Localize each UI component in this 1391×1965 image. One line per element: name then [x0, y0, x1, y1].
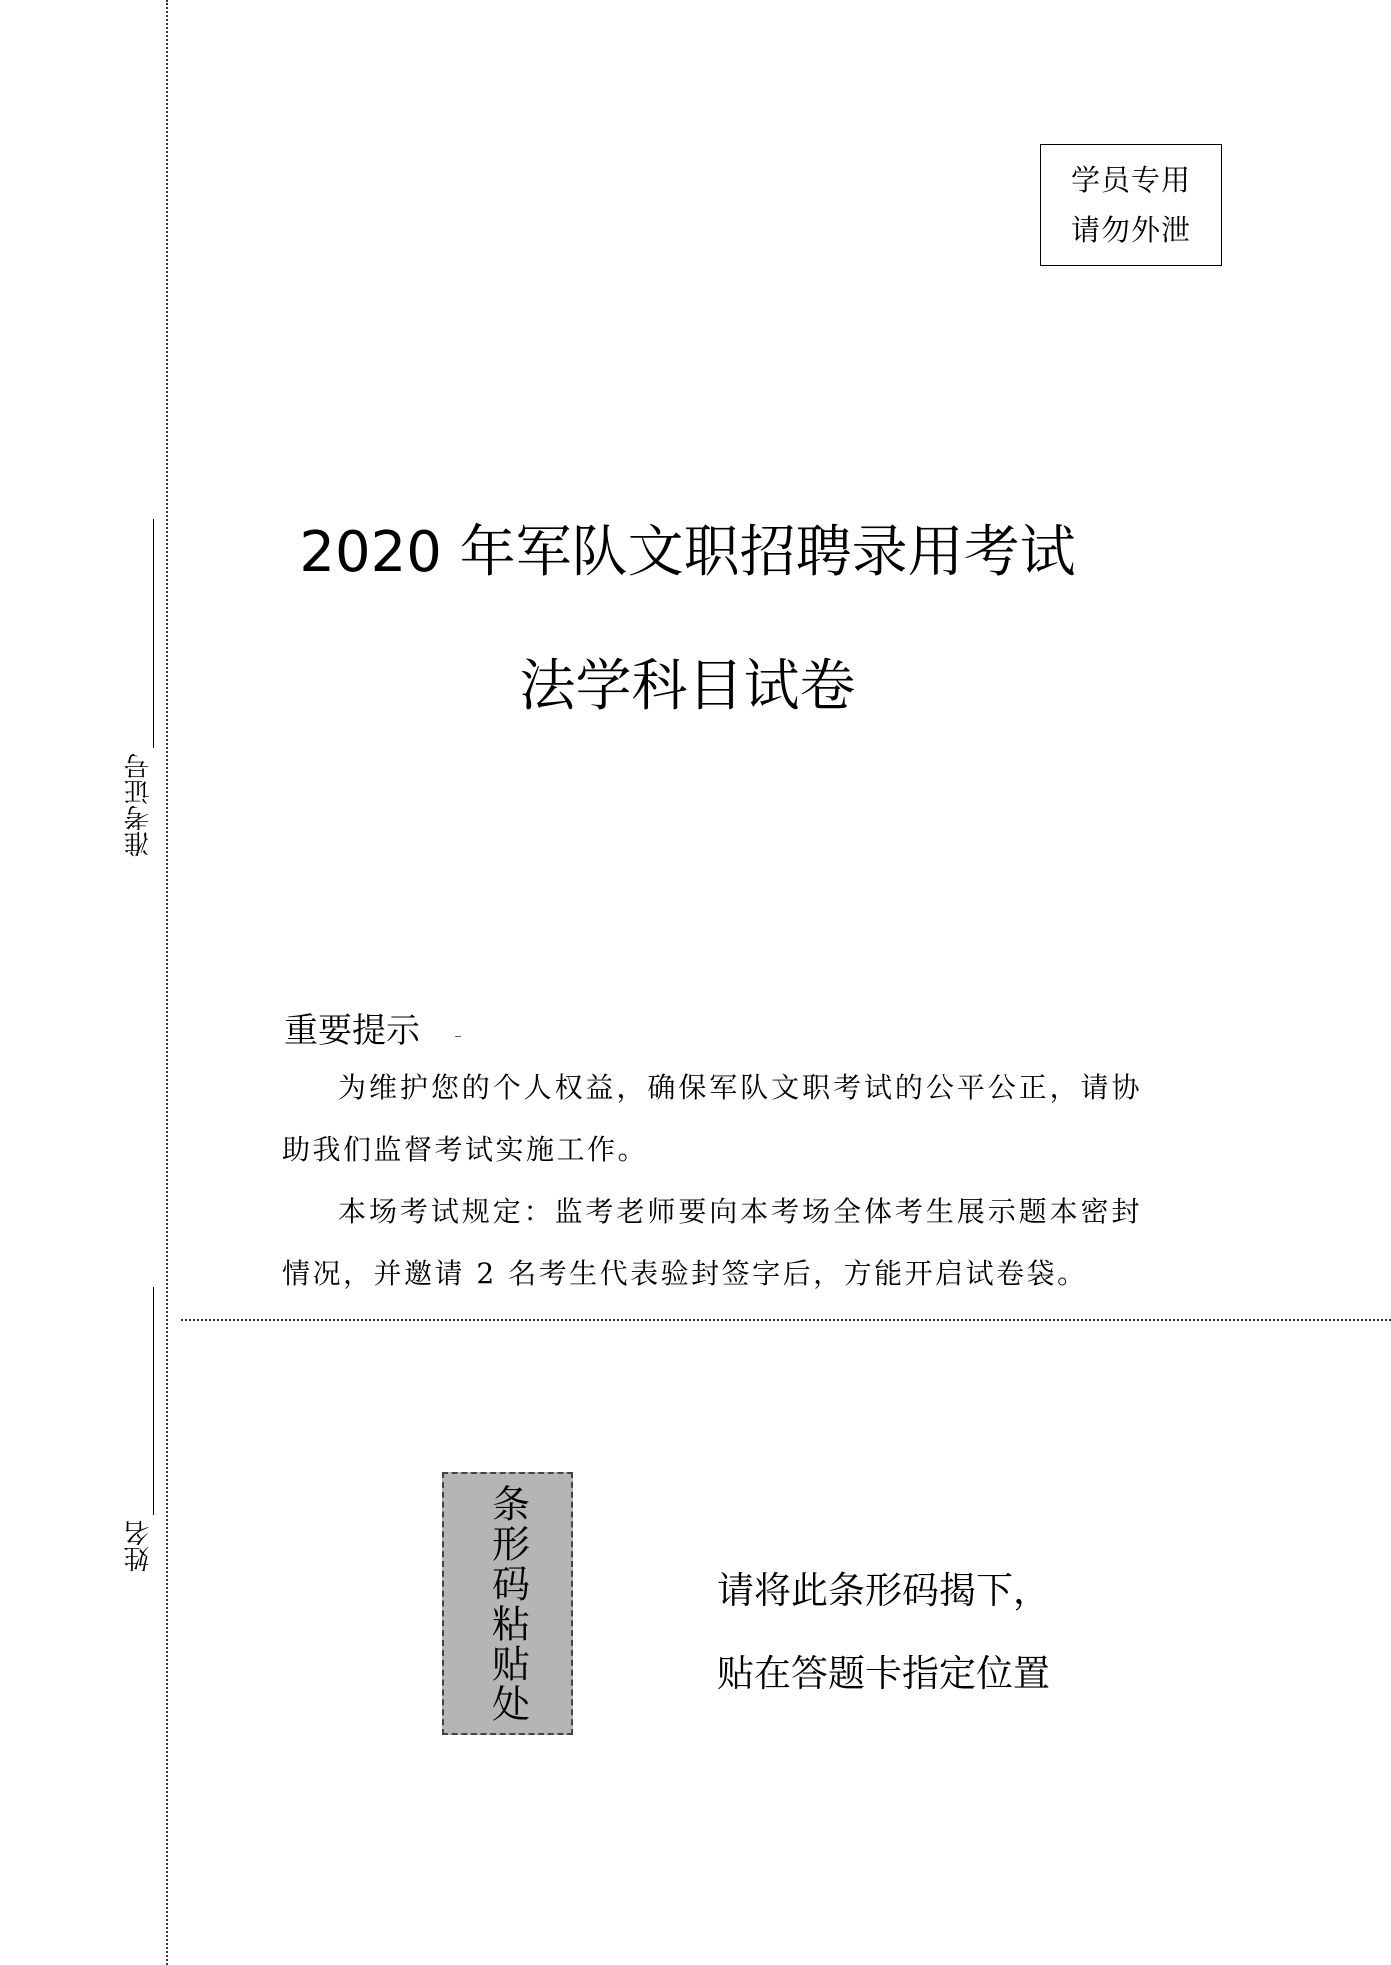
confidential-line-1: 学员专用 — [1070, 163, 1191, 197]
barcode-hint-line-1: 请将此条形码揭下， — [717, 1569, 1050, 1612]
name-label: 姓名 — [124, 1520, 154, 1572]
confidential-line-2: 请勿外泄 — [1070, 213, 1191, 247]
notice-paragraph-2: 本场考试规定：监考老师要向本考场全体考生展示题本密封情况，并邀请 2 名考生代表验封签字后，方能开启试卷袋。 — [282, 1195, 1142, 1290]
barcode-hint-line-2: 贴在答题卡指定位置 — [717, 1652, 1050, 1695]
barcode-paste-area — [442, 1472, 573, 1735]
exam-subject-title: 法学科目试卷 — [519, 654, 856, 719]
notice-paragraph-1: 为维护您的个人权益，确保军队文职考试的公平公正，请协助我们监督考试实施工作。 — [282, 1071, 1142, 1166]
exam-ticket-label: 准考证号 — [124, 753, 154, 857]
name-underline — [153, 1287, 154, 1515]
exam-title: 2020 年军队文职招聘录用考试 — [299, 520, 1076, 585]
binding-dotted-line — [166, 0, 168, 1965]
notice-heading: 重要提示 — [284, 1011, 420, 1051]
notice-heading-mark — [455, 1036, 461, 1037]
confidential-stamp-box — [1040, 144, 1222, 266]
cut-dotted-line — [181, 1319, 1391, 1321]
barcode-paste-label: 条形码粘贴处 — [485, 1483, 530, 1724]
